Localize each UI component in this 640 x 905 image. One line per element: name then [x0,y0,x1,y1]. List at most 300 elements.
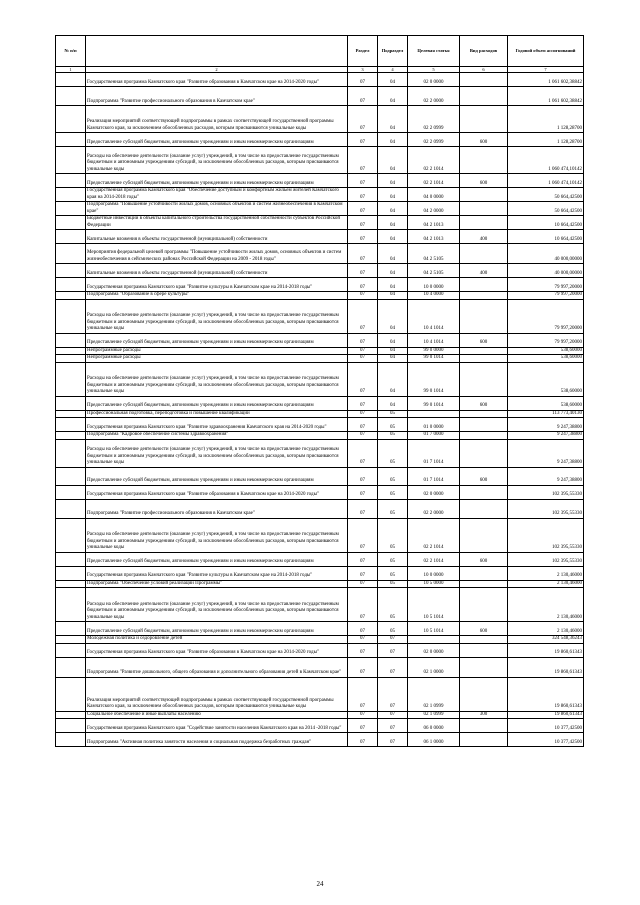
cell-vr [460,439,508,467]
cell-rz: 07 [348,677,378,711]
cell-vr: 600 [460,622,508,636]
cell-name: Расходы на обеспечение деятельности (оказание услуг) учреждений, в том числе на предоставление государственным бюджетным и автономным учреждениям субсидий, за исключением обособленных расходов, которым присваиваются уникальные коды [86,362,348,396]
cell-name: Расходы на обеспечение деятельности (оказание услуг) учреждений, в том числе на предоставление государственным бюджетным и автономным учреждениям субсидий, за исключением обособленных расходов, которым присваиваются уникальные коды [86,439,348,467]
table-row [56,485,584,499]
cell-pr: 04 [378,73,408,87]
cell-sum: 10 377,42500 [508,719,584,733]
cell-csr: 02 2 0999 [408,133,460,147]
cell-vr [460,244,508,264]
cell-rz: 07 [348,418,378,432]
cell-name: Реализация мероприятий соответствующей подпрограммы в рамках соответствующей государственной программы Камчатского края, за исключением обособленных расходов, которым присваиваются уникальные коды [86,106,348,133]
cell-vr [460,588,508,622]
cell-sum: 10 664,42500 [508,216,584,230]
cell-pr: 07 [378,677,408,711]
cell-pr: 07 [378,733,408,747]
cell-sum: 10 377,42500 [508,733,584,747]
cell-pr: 05 [378,588,408,622]
cell-pr: 04 [378,278,408,292]
cell-pr: 04 [378,292,408,300]
cell-rz: 07 [348,278,378,292]
cell-num [56,439,86,467]
cell-rz: 07 [348,299,378,333]
cell-rz: 07 [348,347,378,355]
cell-num [56,485,86,499]
cell-sum: 50 664,42500 [508,202,584,216]
cell-sum: 1 061 602,38842 [508,73,584,87]
cell-pr: 04 [378,362,408,396]
cell-pr: 07 [378,719,408,733]
cell-rz: 07 [348,499,378,518]
cell-sum: 2 130,46000 [508,588,584,622]
cell-pr: 05 [378,622,408,636]
cell-vr [460,636,508,644]
cell-num [56,133,86,147]
cell-num [56,566,86,580]
table-row [56,106,584,133]
table-header-row [56,36,584,67]
cell-sum: 538,60000 [508,362,584,396]
cell-csr: 99 0 0000 [408,347,460,355]
cell-name: Расходы на обеспечение деятельности (оказание услуг) учреждений, в том числе на предоставление государственным бюджетным и автономным учреждениям субсидий, за исключением обособленных расходов, которым присваиваются уникальные коды [86,518,348,552]
cell-csr: 01 7 1014 [408,439,460,467]
table-body [56,73,584,747]
cell-csr: 10 4 1014 [408,299,460,333]
cell-csr: 10 4 0000 [408,292,460,300]
cell-rz: 07 [348,588,378,622]
cell-name: Государственная программа Камчатского края "Развитие здравоохранения Камчатского края на 2014-2020 годы" [86,418,348,432]
cell-vr: 600 [460,467,508,485]
cell-pr: 05 [378,418,408,432]
cell-sum: 9 247,38800 [508,439,584,467]
cell-sum: 10 664,42500 [508,230,584,244]
cell-csr: 10 0 0000 [408,566,460,580]
cell-pr: 04 [378,202,408,216]
cell-vr: 600 [460,333,508,347]
cell-csr: 04 2 0000 [408,202,460,216]
cell-pr: 04 [378,87,408,106]
cell-sum: 1 128,28700 [508,106,584,133]
cell-name: Капитальные вложения в объекты государственной (муниципальной) собственности [86,230,348,244]
cell-vr [460,362,508,396]
table-row [56,499,584,518]
cell-rz: 07 [348,87,378,106]
cell-name: Социальное обеспечение и иные выплаты населению [86,711,348,719]
table-row [56,202,584,216]
cell-rz: 07 [348,396,378,410]
cell-name: Предоставление субсидий бюджетным, автономным учреждениям и иным некоммерческим организациям [86,333,348,347]
cell-vr [460,147,508,174]
cell-csr: 02 2 0999 [408,106,460,133]
cell-sum: 9 247,38800 [508,432,584,440]
cell-rz: 07 [348,264,378,278]
table-row [56,410,584,418]
cell-num [56,580,86,588]
cell-pr: 07 [378,711,408,719]
colnum-1: 1 [56,67,86,73]
cell-pr: 04 [378,133,408,147]
cell-pr: 04 [378,230,408,244]
cell-name: Предоставление субсидий бюджетным, автономным учреждениям и иным некоммерческим организациям [86,133,348,147]
cell-name: Реализация мероприятий соответствующей подпрограммы в рамках соответствующей государственной программы Камчатского края, за исключением обособленных расходов, которым присваиваются уникальные коды [86,677,348,711]
cell-sum: 79 997,20000 [508,278,584,292]
table-row [56,347,584,355]
cell-pr: 04 [378,396,408,410]
table-row [56,299,584,333]
cell-csr: 06 0 0000 [408,719,460,733]
cell-sum: 538,60000 [508,355,584,363]
cell-pr: 05 [378,439,408,467]
cell-sum: 79 997,20000 [508,299,584,333]
cell-csr: 01 0 0000 [408,418,460,432]
cell-csr: 02 2 0000 [408,87,460,106]
cell-num [56,202,86,216]
cell-vr [460,347,508,355]
cell-pr: 04 [378,216,408,230]
cell-sum: 1 061 602,38842 [508,87,584,106]
cell-num [56,518,86,552]
table-row [56,719,584,733]
cell-rz: 07 [348,216,378,230]
cell-rz: 07 [348,106,378,133]
cell-sum: 9 247,38800 [508,418,584,432]
table-row [56,622,584,636]
cell-num [56,244,86,264]
cell-name: Предоставление субсидий бюджетным, автономным учреждениям и иным некоммерческим организациям [86,174,348,188]
cell-rz: 07 [348,432,378,440]
table-row [56,264,584,278]
cell-csr: 06 1 0000 [408,733,460,747]
cell-csr: 10 5 1014 [408,622,460,636]
cell-csr: 02 1 0999 [408,677,460,711]
cell-vr: 600 [460,133,508,147]
cell-csr: 04 2 5105 [408,264,460,278]
cell-num [56,333,86,347]
cell-pr: 05 [378,432,408,440]
cell-vr [460,677,508,711]
table-row [56,657,584,677]
cell-pr: 04 [378,147,408,174]
cell-sum: 2 130,46000 [508,622,584,636]
cell-csr: 99 0 1014 [408,396,460,410]
cell-sum: 50 664,42500 [508,188,584,202]
cell-pr: 04 [378,264,408,278]
cell-vr: 600 [460,396,508,410]
cell-vr: 600 [460,174,508,188]
cell-pr: 05 [378,566,408,580]
cell-num [56,230,86,244]
cell-rz: 07 [348,202,378,216]
cell-sum: 19 860,61343 [508,711,584,719]
cell-vr [460,485,508,499]
cell-rz: 07 [348,292,378,300]
cell-name: Расходы на обеспечение деятельности (оказание услуг) учреждений, в том числе на предоставление государственным бюджетным и автономным учреждениям субсидий, за исключением обособленных расходов, которым присваиваются уникальные коды [86,588,348,622]
cell-csr: 02 2 1014 [408,174,460,188]
cell-name: Мероприятия федеральной целевой программы "Повышение устойчивости жилых домов, основных объектов и систем жизнеобеспечения в сейсмических районах Российской Федерации на 2009 - 2018 годы" [86,244,348,264]
colnum-7: 7 [508,67,584,73]
cell-pr: 07 [378,657,408,677]
cell-vr: 400 [460,230,508,244]
cell-csr: 02 0 0000 [408,73,460,87]
cell-rz: 07 [348,410,378,418]
cell-sum: 2 130,46000 [508,580,584,588]
cell-rz: 07 [348,733,378,747]
cell-vr [460,292,508,300]
cell-vr: 400 [460,264,508,278]
cell-sum: 2 130,46000 [508,566,584,580]
table-row [56,418,584,432]
cell-num [56,188,86,202]
cell-num [56,677,86,711]
table-row [56,230,584,244]
cell-pr: 07 [378,643,408,657]
cell-pr: 04 [378,174,408,188]
cell-pr: 05 [378,467,408,485]
table-row [56,362,584,396]
cell-num [56,636,86,644]
cell-rz: 07 [348,174,378,188]
cell-num [56,410,86,418]
cell-sum: 1 060 474,10142 [508,174,584,188]
cell-num [56,264,86,278]
cell-sum: 324 548,36243 [508,636,584,644]
cell-name: Государственная программа Камчатского края "Развитие образования в Камчатском крае на 2014-2020 годы" [86,643,348,657]
table-row [56,244,584,264]
cell-num [56,106,86,133]
cell-csr: 02 0 0000 [408,485,460,499]
cell-vr [460,580,508,588]
table-row [56,711,584,719]
cell-name: Предоставление субсидий бюджетным, автономным учреждениям и иным некоммерческим организациям [86,396,348,410]
cell-csr: 99 0 1014 [408,355,460,363]
cell-rz: 07 [348,439,378,467]
header-num: № п/п [56,36,86,67]
cell-rz: 07 [348,622,378,636]
cell-sum: 102 395,55330 [508,499,584,518]
cell-pr: 05 [378,552,408,566]
cell-num [56,355,86,363]
cell-num [56,147,86,174]
table-row [56,355,584,363]
cell-num [56,499,86,518]
cell-sum: 538,60000 [508,396,584,410]
cell-name: Подпрограмма "Кадровое обеспечение системы здравоохранения" [86,432,348,440]
colnum-4: 4 [378,67,408,73]
cell-pr: 04 [378,355,408,363]
cell-vr [460,518,508,552]
cell-vr [460,719,508,733]
table-row [56,566,584,580]
cell-csr: 02 1 0000 [408,657,460,677]
cell-vr [460,410,508,418]
table-row [56,396,584,410]
cell-csr: 04 2 5105 [408,244,460,264]
cell-num [56,552,86,566]
cell-name: Расходы на обеспечение деятельности (оказание услуг) учреждений, в том числе на предоставление государственным бюджетным и автономным учреждениям субсидий, за исключением обособленных расходов, которым присваиваются уникальные коды [86,147,348,174]
table-row [56,133,584,147]
cell-num [56,657,86,677]
table-row [56,174,584,188]
cell-name: Подпрограмма "Развитие дошкольного, общего образования и дополнительного образования детей в Камчатском крае" [86,657,348,677]
cell-sum: 79 997,20000 [508,333,584,347]
table-row [56,432,584,440]
cell-rz: 07 [348,467,378,485]
cell-pr: 04 [378,333,408,347]
cell-csr [408,410,460,418]
cell-sum: 102 395,55330 [508,485,584,499]
table-row [56,588,584,622]
cell-num [56,418,86,432]
cell-name: Подпрограмма "Развитие профессионального образования в Камчатском крае" [86,87,348,106]
cell-pr: 07 [378,636,408,644]
cell-rz: 07 [348,711,378,719]
cell-rz: 07 [348,636,378,644]
cell-vr [460,202,508,216]
cell-rz: 07 [348,566,378,580]
cell-csr [408,636,460,644]
cell-name: Государственная программа Камчатского края "Развитие культуры в Камчатском крае на 2014-2018 годы" [86,278,348,292]
budget-table [55,35,584,747]
cell-rz: 07 [348,719,378,733]
cell-name: Предоставление субсидий бюджетным, автономным учреждениям и иным некоммерческим организациям [86,552,348,566]
header-podrazdel: Подраздел [378,36,408,67]
cell-csr: 02 2 1014 [408,518,460,552]
cell-num [56,588,86,622]
cell-name: Государственная программа Камчатского края "Содействие занятости населения Камчатского края на 2014 -2018 годы" [86,719,348,733]
cell-csr: 04 2 1013 [408,216,460,230]
cell-csr: 10 5 1014 [408,588,460,622]
cell-rz: 07 [348,580,378,588]
header-sum: Годовой объем ассигнований [508,36,584,67]
cell-csr: 01 7 1014 [408,467,460,485]
cell-name: Подпрограмма "Развитие профессионального образования в Камчатском крае" [86,499,348,518]
cell-num [56,622,86,636]
cell-vr [460,188,508,202]
cell-sum: 1 060 474,10142 [508,147,584,174]
cell-sum: 102 395,55330 [508,518,584,552]
cell-name: Бюджетные инвестиции в объекты капитального строительства государственной собственности субъектов Российской Федерации [86,216,348,230]
cell-sum: 19 860,61343 [508,657,584,677]
cell-name: Государственная программа Камчатского края "Развитие образования в Камчатском крае на 2014-2020 годы" [86,73,348,87]
colnum-5: 5 [408,67,460,73]
cell-name: Предоставление субсидий бюджетным, автономным учреждениям и иным некоммерческим организациям [86,622,348,636]
cell-rz: 07 [348,518,378,552]
cell-name: Государственная программа Камчатского края "Обеспечение доступным и комфортным жильем жителей Камчатского края на 2014-2018 годы" [86,188,348,202]
cell-pr: 05 [378,485,408,499]
cell-num [56,432,86,440]
cell-name: Подпрограмма "Активная политика занятости населения и социальная поддержка безработных граждан" [86,733,348,747]
cell-vr [460,432,508,440]
cell-rz: 07 [348,147,378,174]
cell-pr: 04 [378,347,408,355]
cell-num [56,719,86,733]
cell-rz: 07 [348,333,378,347]
cell-vr [460,216,508,230]
cell-sum: 19 860,61343 [508,643,584,657]
cell-pr: 05 [378,410,408,418]
cell-vr [460,499,508,518]
cell-pr: 05 [378,580,408,588]
cell-csr: 10 0 0000 [408,278,460,292]
cell-num [56,216,86,230]
table-row [56,147,584,174]
cell-sum: 538,60000 [508,347,584,355]
cell-vr: 300 [460,711,508,719]
cell-csr: 02 1 0999 [408,711,460,719]
cell-csr: 02 2 1014 [408,147,460,174]
table-row [56,333,584,347]
cell-vr [460,566,508,580]
cell-rz: 07 [348,73,378,87]
cell-sum: 9 247,38800 [508,467,584,485]
cell-pr: 04 [378,299,408,333]
cell-pr: 05 [378,518,408,552]
table-row [56,518,584,552]
colnum-2: 2 [86,67,348,73]
cell-sum: 40 000,00000 [508,264,584,278]
cell-num [56,362,86,396]
cell-name: Предоставление субсидий бюджетным, автономным учреждениям и иным некоммерческим организациям [86,467,348,485]
cell-pr: 04 [378,106,408,133]
cell-vr: 600 [460,552,508,566]
cell-csr: 10 4 1014 [408,333,460,347]
cell-rz: 07 [348,133,378,147]
table-row [56,580,584,588]
cell-csr: 04 2 1013 [408,230,460,244]
table-row [56,636,584,644]
cell-sum: 113 773,40130 [508,410,584,418]
cell-csr: 02 0 0000 [408,643,460,657]
cell-rz: 07 [348,657,378,677]
table-row [56,278,584,292]
table-row [56,467,584,485]
cell-vr [460,278,508,292]
cell-num [56,733,86,747]
cell-num [56,396,86,410]
cell-name: Государственная программа Камчатского края "Развитие культуры в Камчатском крае на 2014-2018 годы" [86,566,348,580]
table-row [56,188,584,202]
cell-vr [460,299,508,333]
cell-vr [460,733,508,747]
header-vr: Вид расходов [460,36,508,67]
cell-num [56,347,86,355]
cell-vr [460,657,508,677]
cell-csr: 99 0 1014 [408,362,460,396]
cell-vr [460,87,508,106]
cell-name: Подпрограмма "Образование в сфере культуры" [86,292,348,300]
cell-num [56,467,86,485]
cell-sum: 40 000,00000 [508,244,584,264]
cell-vr [460,643,508,657]
cell-vr [460,355,508,363]
header-name [86,36,348,67]
table-row [56,552,584,566]
cell-rz: 07 [348,355,378,363]
cell-rz: 07 [348,244,378,264]
table-row [56,677,584,711]
page-number: 24 [316,880,324,888]
cell-num [56,643,86,657]
cell-vr [460,418,508,432]
table-row [56,292,584,300]
cell-csr: 04 0 0000 [408,188,460,202]
cell-csr: 01 7 0000 [408,432,460,440]
cell-num [56,278,86,292]
colnum-6: 6 [460,67,508,73]
cell-num [56,711,86,719]
cell-name: Молодежная политика и оздоровление детей [86,636,348,644]
header-csr: Целевая статья [408,36,460,67]
cell-num [56,73,86,87]
